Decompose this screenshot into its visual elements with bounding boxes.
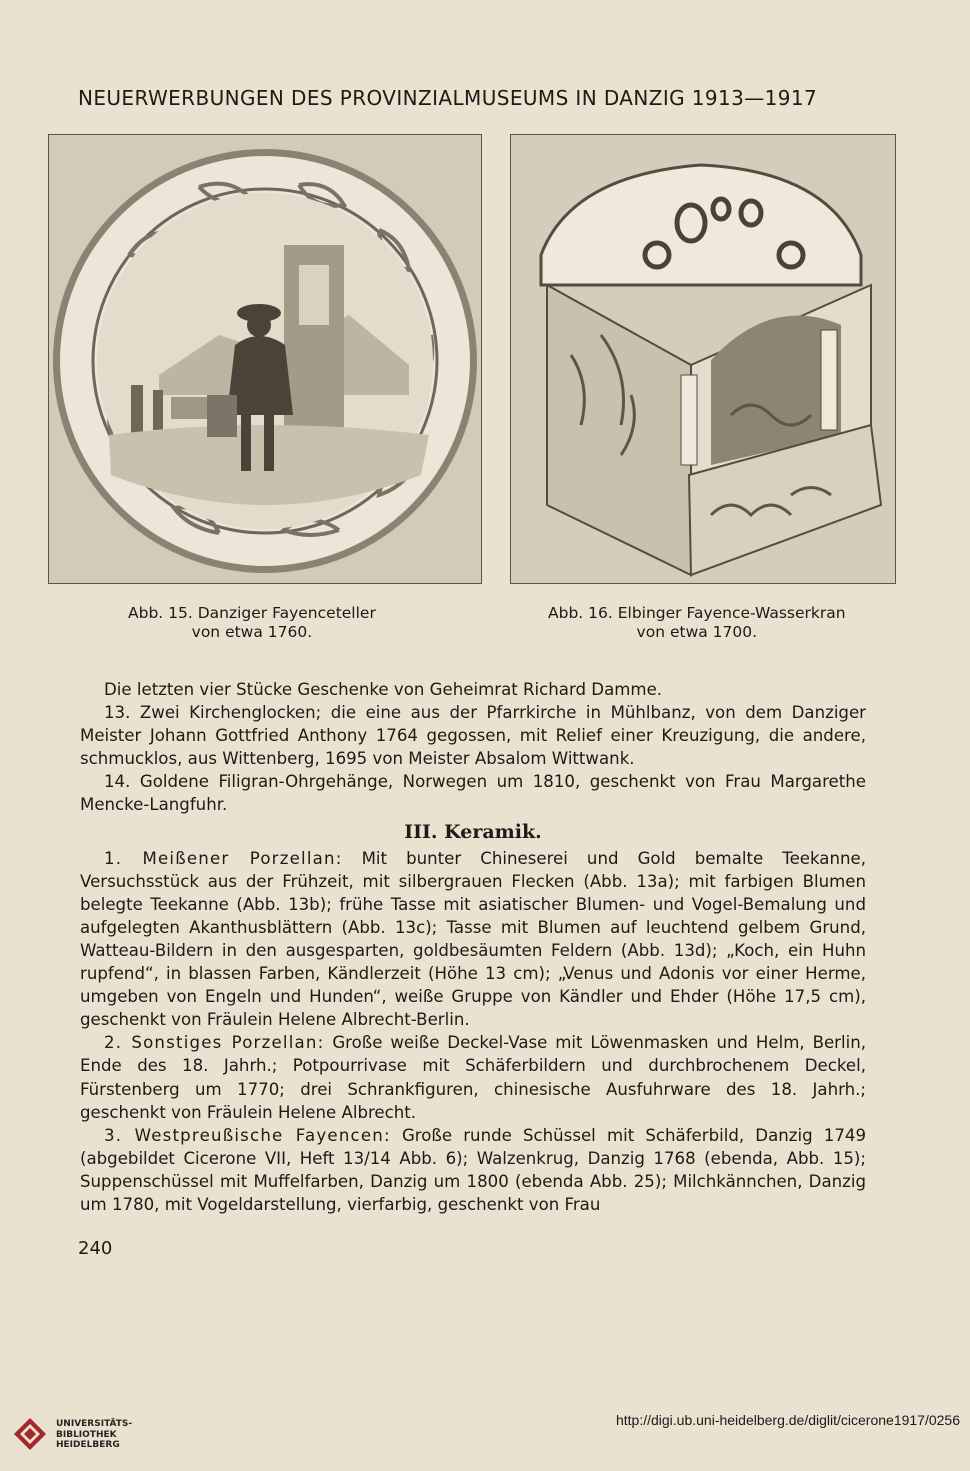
library-name [56,1419,132,1451]
meissen-lead: 1. Meißener Porzellan: [104,848,343,868]
page-number: 240 [78,1238,113,1259]
paragraph-other-porcelain [80,1031,866,1123]
figure-fountain-photo [510,134,896,584]
paragraph-meissen [80,847,866,1032]
footer-bar [0,1402,970,1471]
source-url-link[interactable]: http://digi.ub.uni-heidelberg.de/diglit/cicerone1917/0256 [615,1412,960,1428]
porcelain-text: Große weiße Deckel-Vase mit Löwenmasken und Helm, Berlin, Ende des 18. Jahrh.; Potpourrivase mit Schäferbildern und durchbrochenem Deckel, Fürstenberg um 1770; drei Schrankfiguren, chinesische Ausfuhrware des 18. Jahrh.; geschenkt von Fräulein Helene Albrecht. [80,1033,866,1122]
paragraph-faience [80,1124,866,1216]
article-body [80,678,866,1216]
paragraph-item-14: 14. Goldene Filigran-Ohrgehänge, Norwegen um 1810, geschenkt von Frau Margarethe Mencke-Langfuhr. [80,772,866,815]
figure-15-date: von etwa 1760. [191,623,313,641]
plate-illustration [49,135,481,583]
library-logo-icon [12,1416,48,1452]
figure-16-title: Elbinger Fayence-Wasserkran [617,604,846,622]
porcelain-lead: 2. Sonstiges Porzellan: [104,1033,325,1053]
figure-16-label: Abb. 16. [548,604,613,622]
figure-plate-photo [48,134,482,584]
library-line-2: BIBLIOTHEK [56,1429,117,1440]
library-line-3: HEIDELBERG [56,1440,120,1450]
figure-15-title: Danziger Fayenceteller [197,604,376,622]
meissen-text: Mit bunter Chineserei und Gold bemalte Teekanne, Versuchsstück aus der Frühzeit, mit silbergrauen Flecken (Abb. 13a); mit farbigen Blumen belegte Teekanne (Abb. 13b); frühe Tasse mit asiatischer Blumen- und Vogel-Bemalung und aufgelegten Akanthusblättern (Abb. 13c); Tasse mit Blumen auf leuchtend gelbem Grund, Watteau-Bildern in den ausgesparten, goldbesäumten Feldern (Abb. 13d); „Koch, ein Huhn rupfend“, in blassen Farben, Kändlerzeit (Höhe 13 cm); „Venus und Adonis vor einer Herme, umgeben von Engeln und Hunden“, weiße Gruppe von Kändler und Ehder (Höhe 17,5 cm), geschenkt von Fräulein Helene Albrecht-Berlin. [80,848,866,1030]
paragraph-item-13: 13. Zwei Kirchenglocken; die eine aus der Pfarrkirche in Mühlbanz, von dem Danziger Meister Johann Gottfried Anthony 1764 gegossen, mit Relief einer Kreuzigung, die andere, schmucklos, aus Wittenberg, 1695 von Meister Absalom Wittwank. [80,703,866,769]
figure-15-caption [128,604,376,642]
section-heading: III. Keramik. [404,820,542,843]
figure-16-caption [548,604,846,642]
figure-16-date: von etwa 1700. [636,623,758,641]
paragraph-donations: Die letzten vier Stücke Geschenke von Geheimrat Richard Damme. [104,680,663,699]
running-header: NEUERWERBUNGEN DES PROVINZIALMUSEUMS IN DANZIG 1913—1917 [78,86,818,110]
fountain-illustration [511,135,895,583]
faience-text: Große runde Schüssel mit Schäferbild, Danzig 1749 (abgebildet Cicerone VII, Heft 13/14 Abb. 6); Walzenkrug, Danzig 1768 (ebenda, Abb. 15); Suppenschüssel mit Muffelfarben, Danzig um 1800 (ebenda Abb. 25); Milchkännchen, Danzig um 1780, mit Vogeldarstellung, vierfarbig, geschenkt von Frau [80,1125,867,1214]
faience-lead: 3. Westpreußische Fayencen: [104,1125,391,1145]
library-line-1: UNIVERSITÄTS- [56,1419,133,1429]
figure-15-label: Abb. 15. [128,604,193,622]
